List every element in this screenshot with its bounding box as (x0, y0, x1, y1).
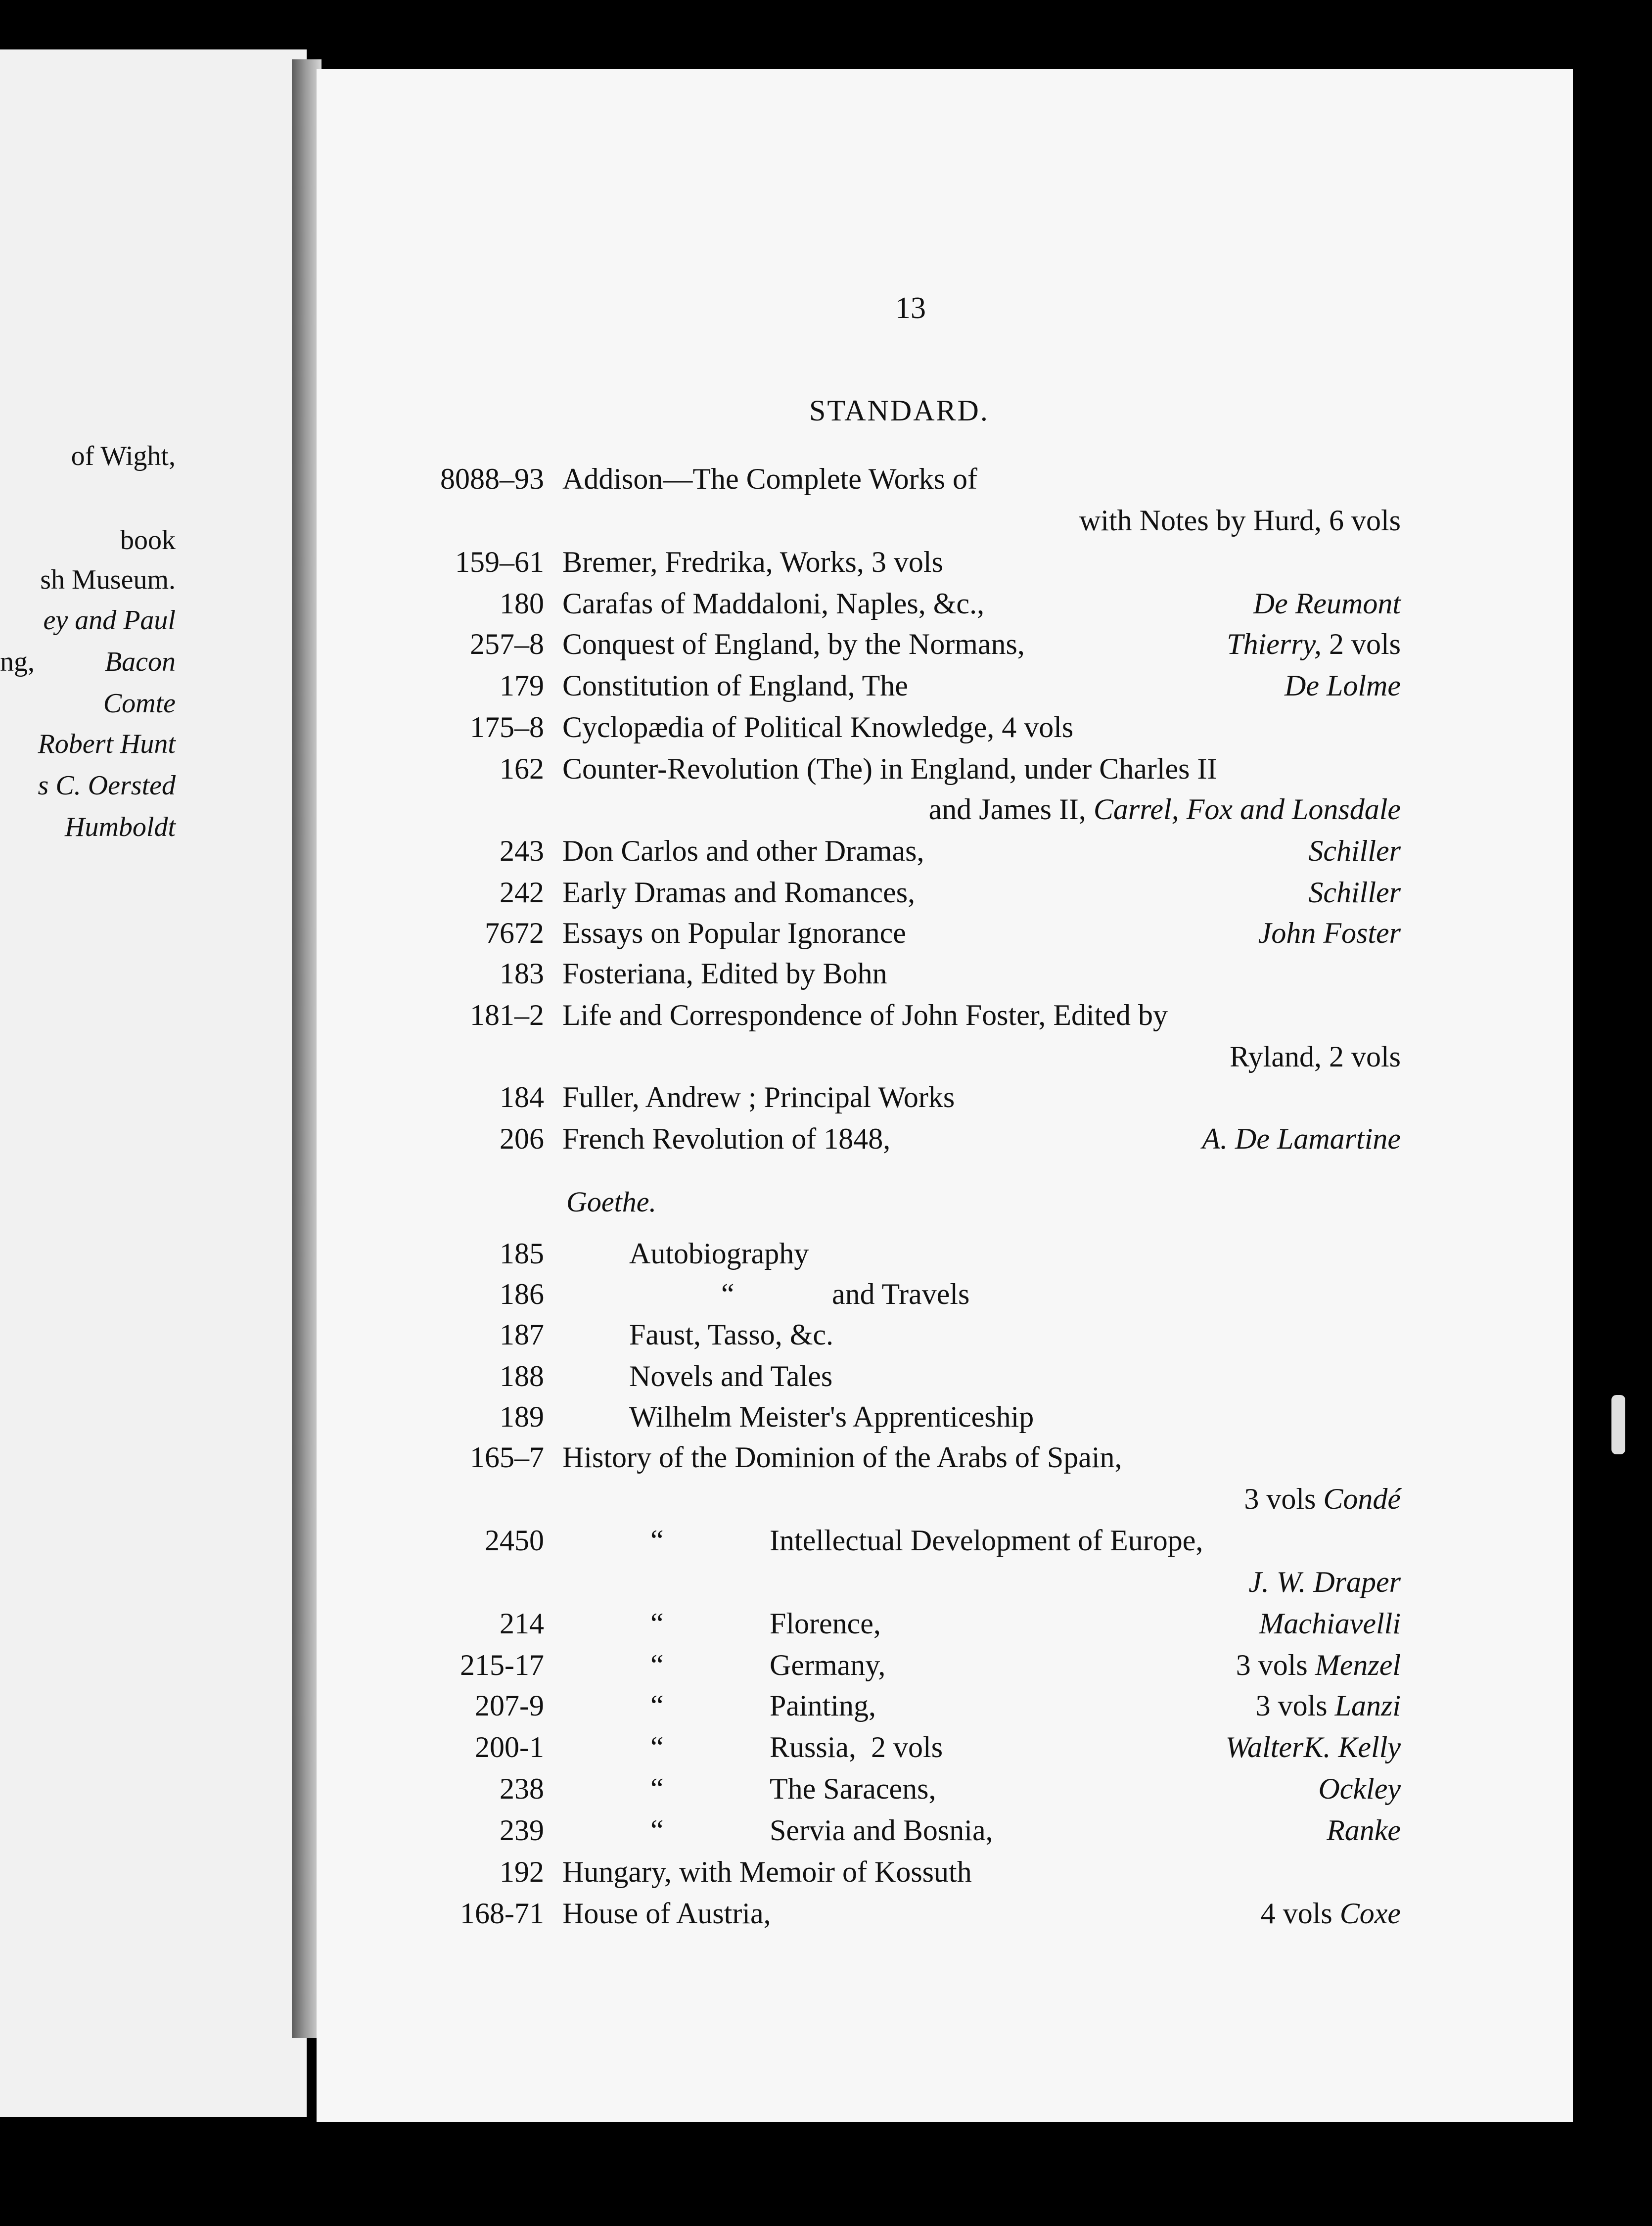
catalog-entry (0, 957, 1652, 996)
page-number: 13 (895, 291, 926, 325)
author-name: Thierry, (1227, 628, 1322, 660)
left-page-line: sh Museum. (40, 564, 176, 595)
catalog-entry (0, 627, 1652, 667)
entry-number: 215-17 (460, 1649, 544, 1681)
left-page-line: Bacon (104, 647, 176, 677)
entry-title: Wilhelm Meister's Apprenticeship (629, 1400, 1034, 1433)
catalog-entry (0, 1813, 1652, 1853)
ditto-mark: “ (650, 1607, 664, 1640)
catalog-entry (0, 1607, 1652, 1646)
entry-author (1261, 1897, 1401, 1931)
catalog-entry (0, 1897, 1652, 1936)
ditto-mark: “ (650, 1814, 664, 1847)
entry-title: Addison—The Complete Works of (562, 463, 977, 495)
entry-title: Conquest of England, by the Normans, (562, 628, 1025, 660)
left-page-line: ng, (0, 647, 35, 677)
continuation-plain: 3 vols (1244, 1483, 1324, 1515)
ditto-mark: “ (650, 1689, 664, 1722)
catalog-entry (0, 1772, 1652, 1811)
left-page-line: of Wight, (71, 441, 176, 471)
entry-title: Hungary, with Memoir of Kossuth (562, 1855, 972, 1888)
entry-vols: 3 vols (1236, 1649, 1315, 1681)
entry-title: History of the Dominion of the Arabs of Spain, (562, 1441, 1122, 1474)
entry-title: Early Dramas and Romances, (562, 876, 916, 909)
left-page-line: book (120, 525, 176, 556)
ditto-mark: “ (721, 1278, 734, 1310)
ditto-mark: “ (650, 1731, 664, 1763)
entry-title: Fosteriana, Edited by Bohn (562, 957, 887, 990)
entry-title: and Travels (832, 1278, 970, 1310)
entry-title: Bremer, Fredrika, Works, 3 vols (562, 546, 943, 578)
entry-author (1236, 1648, 1401, 1682)
author-name: Menzel (1315, 1649, 1401, 1681)
entry-author (1227, 627, 1401, 661)
catalog-entry (0, 1689, 1652, 1728)
entry-number: 200-1 (475, 1731, 544, 1763)
entry-title: Germany, (770, 1649, 886, 1681)
entry-title: Life and Correspondence of John Foster, Edited by (562, 999, 1168, 1031)
entry-title: Florence, (770, 1607, 881, 1640)
entry-continuation (0, 1565, 1652, 1605)
entry-number: 162 (500, 752, 544, 785)
entry-number: 179 (500, 669, 544, 702)
entry-number: 183 (500, 957, 544, 990)
entry-number: 242 (500, 876, 544, 909)
entry-continuation-text: Ryland, 2 vols (1230, 1040, 1401, 1073)
continuation-author: Condé (1323, 1483, 1401, 1515)
entry-author: A. De Lamartine (1202, 1122, 1401, 1155)
entry-vols: 4 vols (1260, 1897, 1340, 1930)
catalog-entry (0, 1277, 1652, 1317)
entry-title: Servia and Bosnia, (770, 1814, 993, 1847)
entry-number: 184 (500, 1081, 544, 1113)
catalog-entry (0, 545, 1652, 585)
catalog-entry (0, 1122, 1652, 1161)
catalog-entry (0, 1524, 1652, 1563)
entry-number: 159–61 (455, 546, 544, 578)
entry-number: 188 (500, 1360, 544, 1392)
entry-title: Constitution of England, The (562, 669, 908, 702)
entry-vols: 2 vols (1321, 628, 1401, 660)
entry-author: WalterK. Kelly (1225, 1731, 1401, 1763)
catalog-entry (0, 1648, 1652, 1688)
entry-number: 2450 (485, 1524, 544, 1557)
entry-continuation-text (929, 792, 1401, 827)
entry-continuation (0, 792, 1652, 832)
entry-number: 175–8 (470, 711, 544, 743)
catalog-entry (0, 1440, 1652, 1480)
entry-continuation-text (1244, 1482, 1401, 1516)
entry-number: 7672 (485, 917, 544, 949)
catalog-entry (0, 669, 1652, 708)
entry-vols: 3 vols (1255, 1689, 1335, 1722)
entry-author: J. W. Draper (1248, 1566, 1401, 1598)
entry-number: 186 (500, 1278, 544, 1310)
entry-author: Schiller (1308, 876, 1401, 909)
entry-title: Fuller, Andrew ; Principal Works (562, 1081, 955, 1113)
catalog-entry (0, 834, 1652, 874)
entry-title: Russia, 2 vols (770, 1731, 943, 1763)
catalog-entry (0, 1855, 1652, 1895)
entry-number: 214 (500, 1607, 544, 1640)
catalog-entry (0, 1237, 1652, 1276)
entry-continuation-text: with Notes by Hurd, 6 vols (1079, 504, 1401, 537)
catalog-entry (0, 587, 1652, 626)
goethe-heading: Goethe. (566, 1186, 656, 1218)
entry-number: 257–8 (470, 628, 544, 660)
entry-number: 238 (500, 1772, 544, 1805)
left-page-line: Humboldt (65, 812, 176, 842)
catalog-entry (0, 1730, 1652, 1770)
entry-author: Ranke (1327, 1814, 1401, 1847)
entry-author: Schiller (1308, 835, 1401, 867)
left-page-line: ey and Paul (43, 605, 176, 636)
entry-title: Novels and Tales (629, 1360, 833, 1392)
ditto-mark: “ (650, 1649, 664, 1681)
entry-number: 192 (500, 1855, 544, 1888)
catalog-entry (0, 710, 1652, 750)
catalog-entry (0, 876, 1652, 915)
left-page-line: s C. Oersted (38, 770, 176, 801)
entry-title: Faust, Tasso, &c. (629, 1318, 834, 1351)
entry-number: 187 (500, 1318, 544, 1351)
ditto-mark: “ (650, 1772, 664, 1805)
entry-author (1256, 1689, 1401, 1723)
catalog-entry (0, 1318, 1652, 1357)
entry-title: Painting, (770, 1689, 876, 1722)
author-name: Coxe (1339, 1897, 1401, 1930)
entry-number: 180 (500, 587, 544, 620)
left-page-line: Robert Hunt (38, 729, 176, 759)
catalog-entry (0, 1400, 1652, 1439)
section-title: STANDARD. (809, 394, 989, 427)
entry-number: 206 (500, 1122, 544, 1155)
entry-title: Autobiography (629, 1237, 809, 1270)
entry-number: 243 (500, 835, 544, 867)
entry-title: Essays on Popular Ignorance (562, 917, 906, 949)
catalog-entry (0, 462, 1652, 502)
entry-continuation (0, 504, 1652, 543)
catalog-entry (0, 1359, 1652, 1399)
continuation-authors: Carrel, Fox and Lonsdale (1093, 793, 1401, 826)
entry-number: 239 (500, 1814, 544, 1847)
entry-title: French Revolution of 1848, (562, 1122, 891, 1155)
entry-title: Don Carlos and other Dramas, (562, 835, 924, 867)
entry-number: 165–7 (470, 1441, 544, 1474)
entry-title: House of Austria, (562, 1897, 771, 1930)
continuation-plain: and James II, (928, 793, 1094, 826)
page-edge-mark (1611, 1395, 1625, 1454)
entry-title: The Saracens, (770, 1772, 936, 1805)
entry-author: De Reumont (1253, 587, 1401, 620)
entry-continuation (0, 1482, 1652, 1522)
entry-number: 181–2 (470, 999, 544, 1031)
entry-author: John Foster (1258, 917, 1401, 949)
ditto-mark: “ (650, 1524, 664, 1557)
entry-author: Machiavelli (1259, 1607, 1401, 1640)
author-name: Lanzi (1334, 1689, 1401, 1722)
entry-title: Intellectual Development of Europe, (770, 1524, 1203, 1557)
entry-number: 189 (500, 1400, 544, 1433)
entry-number: 185 (500, 1237, 544, 1270)
entry-author: Ockley (1318, 1772, 1401, 1805)
entry-number: 207-9 (475, 1689, 544, 1722)
catalog-entry (0, 752, 1652, 791)
entry-title: Counter-Revolution (The) in England, under Charles II (562, 752, 1217, 785)
entry-continuation (0, 1040, 1652, 1079)
entry-number: 168-71 (460, 1897, 544, 1930)
left-page-line: Comte (103, 688, 176, 719)
catalog-entry (0, 1080, 1652, 1120)
entry-title: Carafas of Maddaloni, Naples, &c., (562, 587, 985, 620)
entry-number: 8088–93 (440, 463, 544, 495)
entry-author: De Lolme (1285, 669, 1401, 702)
catalog-entry (0, 916, 1652, 956)
catalog-entry (0, 998, 1652, 1038)
entry-title: Cyclopædia of Political Knowledge, 4 vols (562, 711, 1074, 743)
